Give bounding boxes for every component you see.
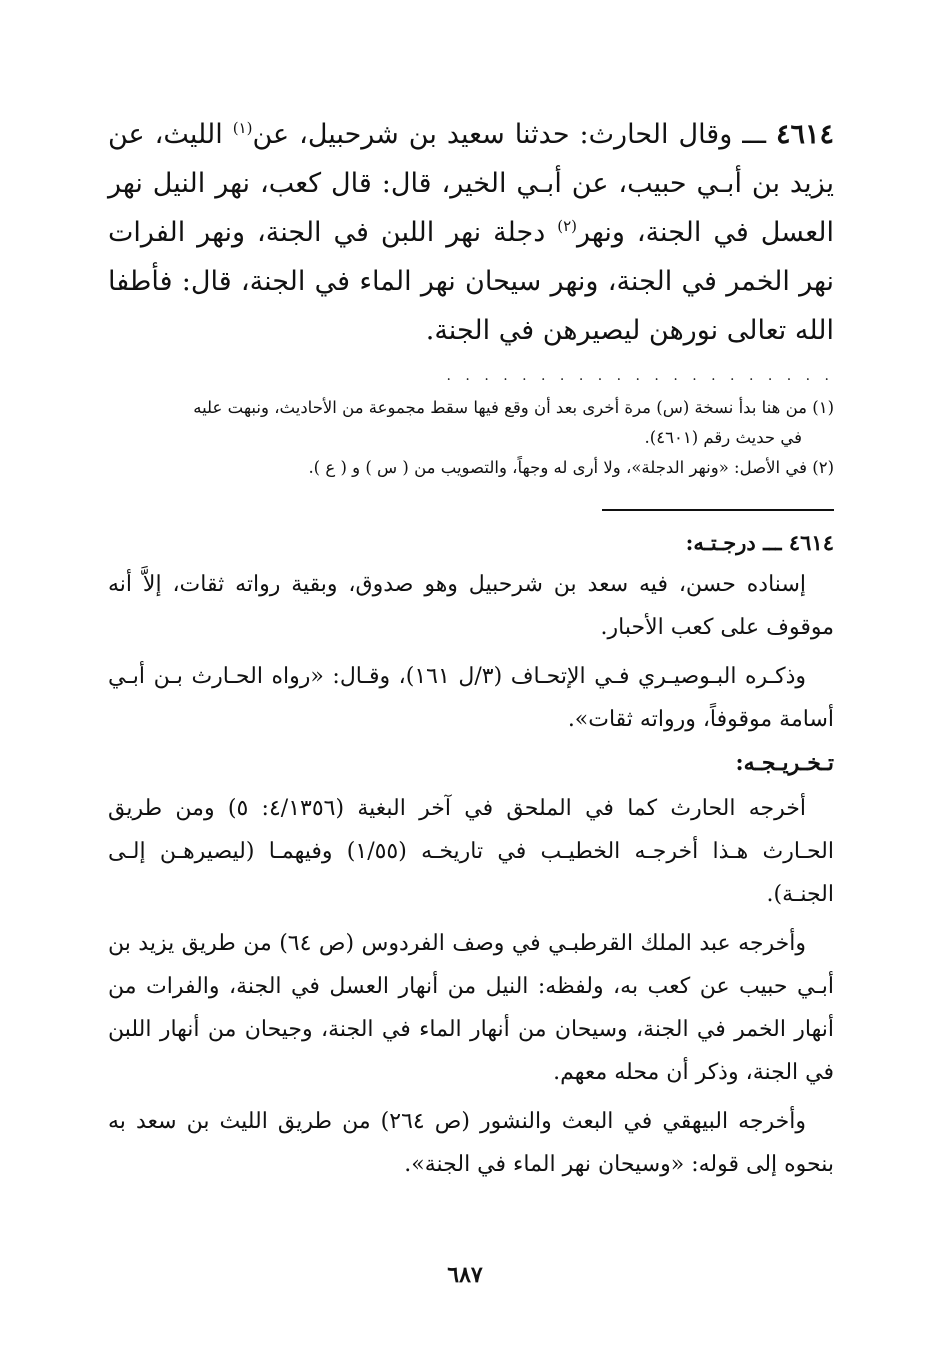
footnotes [108,393,834,483]
section-divider [602,509,834,511]
hadith-text-a: وقال الحارث: حدثنا سعيد بن شرحبيل، عن [252,119,733,150]
hadith-text [108,110,834,355]
footnote-2: (٢) في الأصل: «ونهر الدجلة»، ولا أرى له وجهاً، والتصويب من ( س ) و ( ع ). [308,458,834,477]
footnote-marker-2[interactable]: (٢) [557,217,577,235]
daraja-heading: ٤٦١٤ ـــ درجـتـه: [685,530,834,555]
footnote-1-line-1: (١) من هنا بدأ نسخة (س) مرة أخرى بعد أن وقع فيها سقط مجموعة من الأحاديث، ونبهت عليه [193,398,834,417]
takhrij-paragraph-1: أخرجه الحارث كما في الملحق في آخر البغية (٤/١٣٥٦: ٥) ومن طريق الحـارث هـذا أخرجـه الخطيـب في تاريخـه (١/٥٥) وفيهمـا (ليصيرهـن إلـى الجنـة). [108,796,834,907]
hadith-dash: ـــ [732,119,776,150]
page-content [108,110,834,1186]
hadith-number: ٤٦١٤ [775,119,834,150]
daraja-paragraph-2: وذكـره البـوصيـري فـي الإتحـاف (٣/ل ١٦١)، وقـال: «رواه الحـارث بـن أبـي أسامة موقوفاً، ورواته ثقات». [108,664,834,732]
hadith-text-c: دجلة نهر اللبن في الجنة، ونهر الفرات نهر الخمر في الجنة، ونهر سيحان نهر الماء في الجنة، قال: فأطفا الله تعالى نورهن ليصيرهن في الجنة. [108,217,834,346]
footnote-marker-1[interactable]: (١) [232,119,253,137]
daraja-paragraph-1: إسناده حسن، فيه سعد بن شرحبيل وهو صدوق، وبقية رواته ثقات، إلاَّ أنه موقوف على كعب الأحبار. [108,572,834,640]
takhrij-heading: تـخـريـجـه: [735,750,834,776]
takhrij-paragraph-2: وأخرجه عبد الملك القرطبـي في وصف الفردوس (ص ٦٤) من طريق يزيد بن أبـي حبيب عن كعب به، ولفظه: النيل من أنهار العسل في الجنة، والفرات من أنهار الخمر في الجنة، وسيحان من أنهار الماء في الجنة، وجيحان من أنهار اللبن في الجنة، وذكر أن محله معهم. [108,931,834,1085]
hadith-text-b: الليث، عن يزيد بن أبـي حبيب، عن أبـي الخير، قال: قال كعب، نهر النيل نهر العسل في الجنة، ونهر [108,119,835,248]
takhrij-paragraph-3: وأخرجه البيهقي في البعث والنشور (ص ٢٦٤) من طريق الليث بن سعد به بنحوه إلى قوله: «وسيحان نهر الماء في الجنة». [108,1109,834,1177]
footnote-separator-dots: . . . . . . . . . . . . . . . . . . . . . [446,368,834,384]
footnote-1-line-2: في حديث رقم (٤٦٠١). [644,428,802,447]
page-number: ٦٨٧ [447,1262,483,1288]
